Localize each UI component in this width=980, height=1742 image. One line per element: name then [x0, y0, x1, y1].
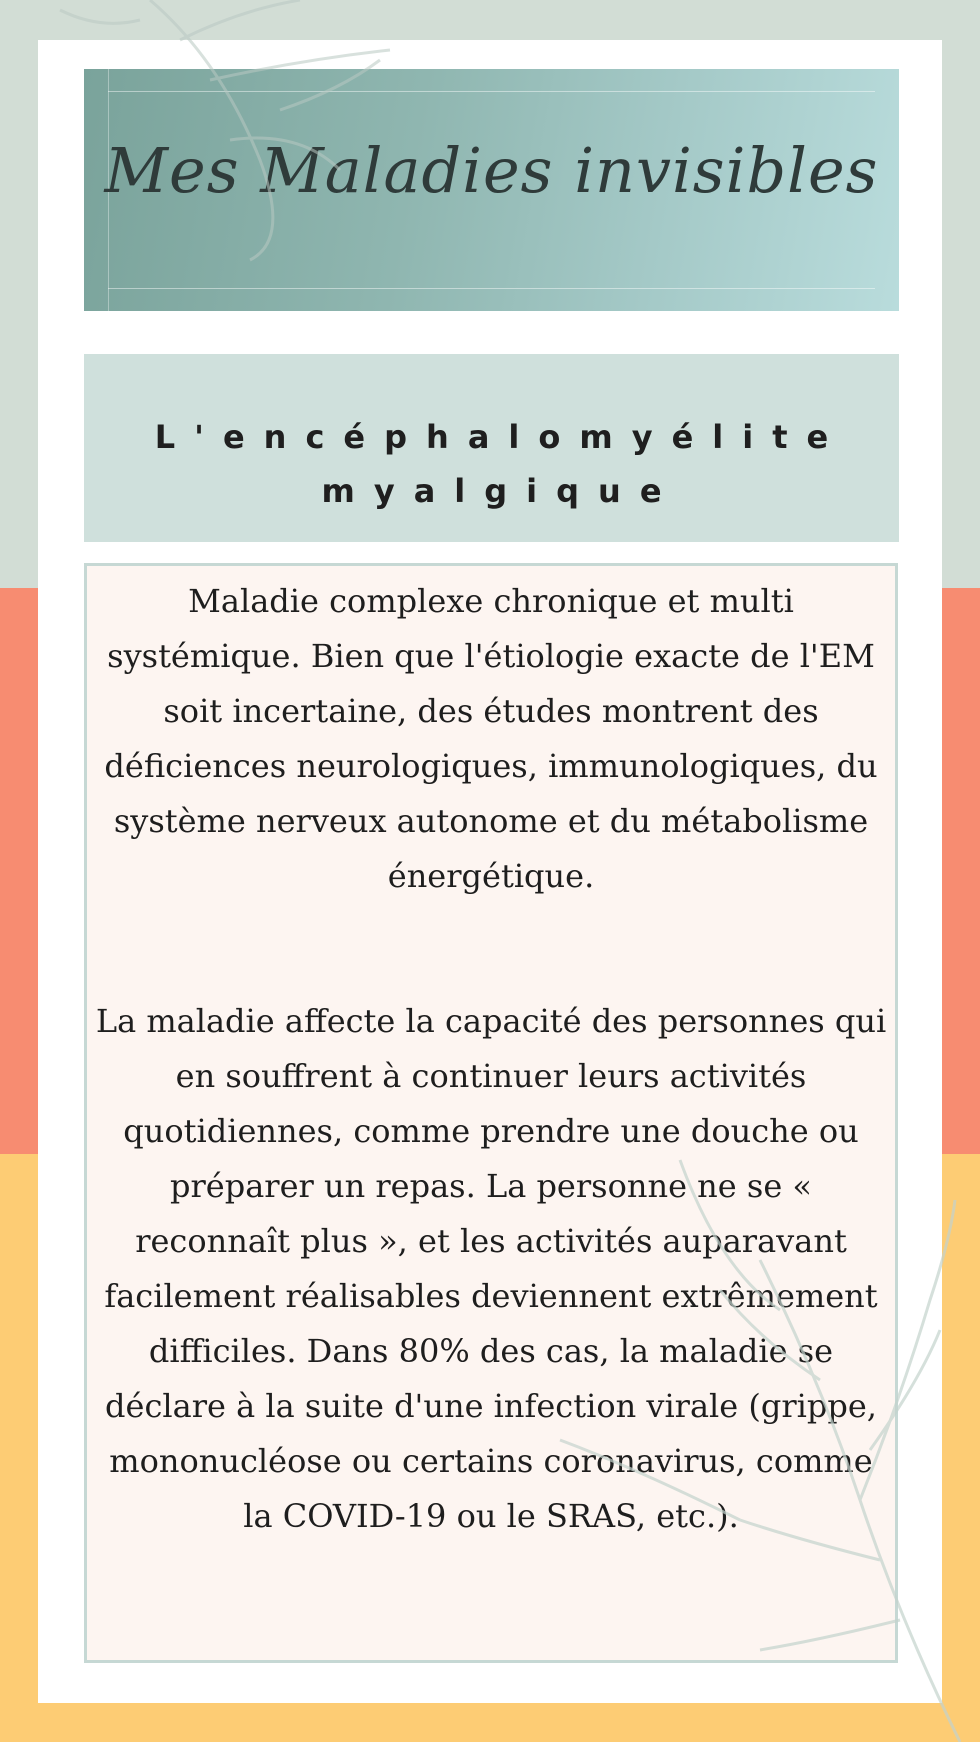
- content-box: [84, 563, 898, 1663]
- subtitle-line-2: myalgique: [321, 472, 681, 510]
- paragraph-1: Maladie complexe chronique et multi systémique. Bien que l'étiologie exacte de l'EM soit incertaine, des études montrent des déficiences neurologiques, immunologiques, du système nerveux autonome et du métabolisme énergétique.: [104, 582, 878, 895]
- title-banner: [84, 69, 899, 311]
- paragraph-2: La maladie affecte la capacité des personnes qui en souffrent à continuer leurs activités quotidiennes, comme prendre une douche ou préparer un repas. La personne ne se « reconnaît plus », et les activités auparavant facilement réalisables deviennent extrêmement difficiles. Dans 80% des cas, la maladie se déclare à la suite d'une infection virale (grippe, mononucléose ou certains coronavirus, comme la COVID-19 ou le SRAS, etc.).: [95, 1002, 887, 1535]
- poster-card: [38, 40, 942, 1703]
- subtitle-box: [84, 354, 899, 542]
- subtitle-line-1: L'encéphalomyélite: [154, 418, 848, 456]
- subtitle: [84, 410, 899, 518]
- page-title: Mes Maladies invisibles: [104, 134, 879, 207]
